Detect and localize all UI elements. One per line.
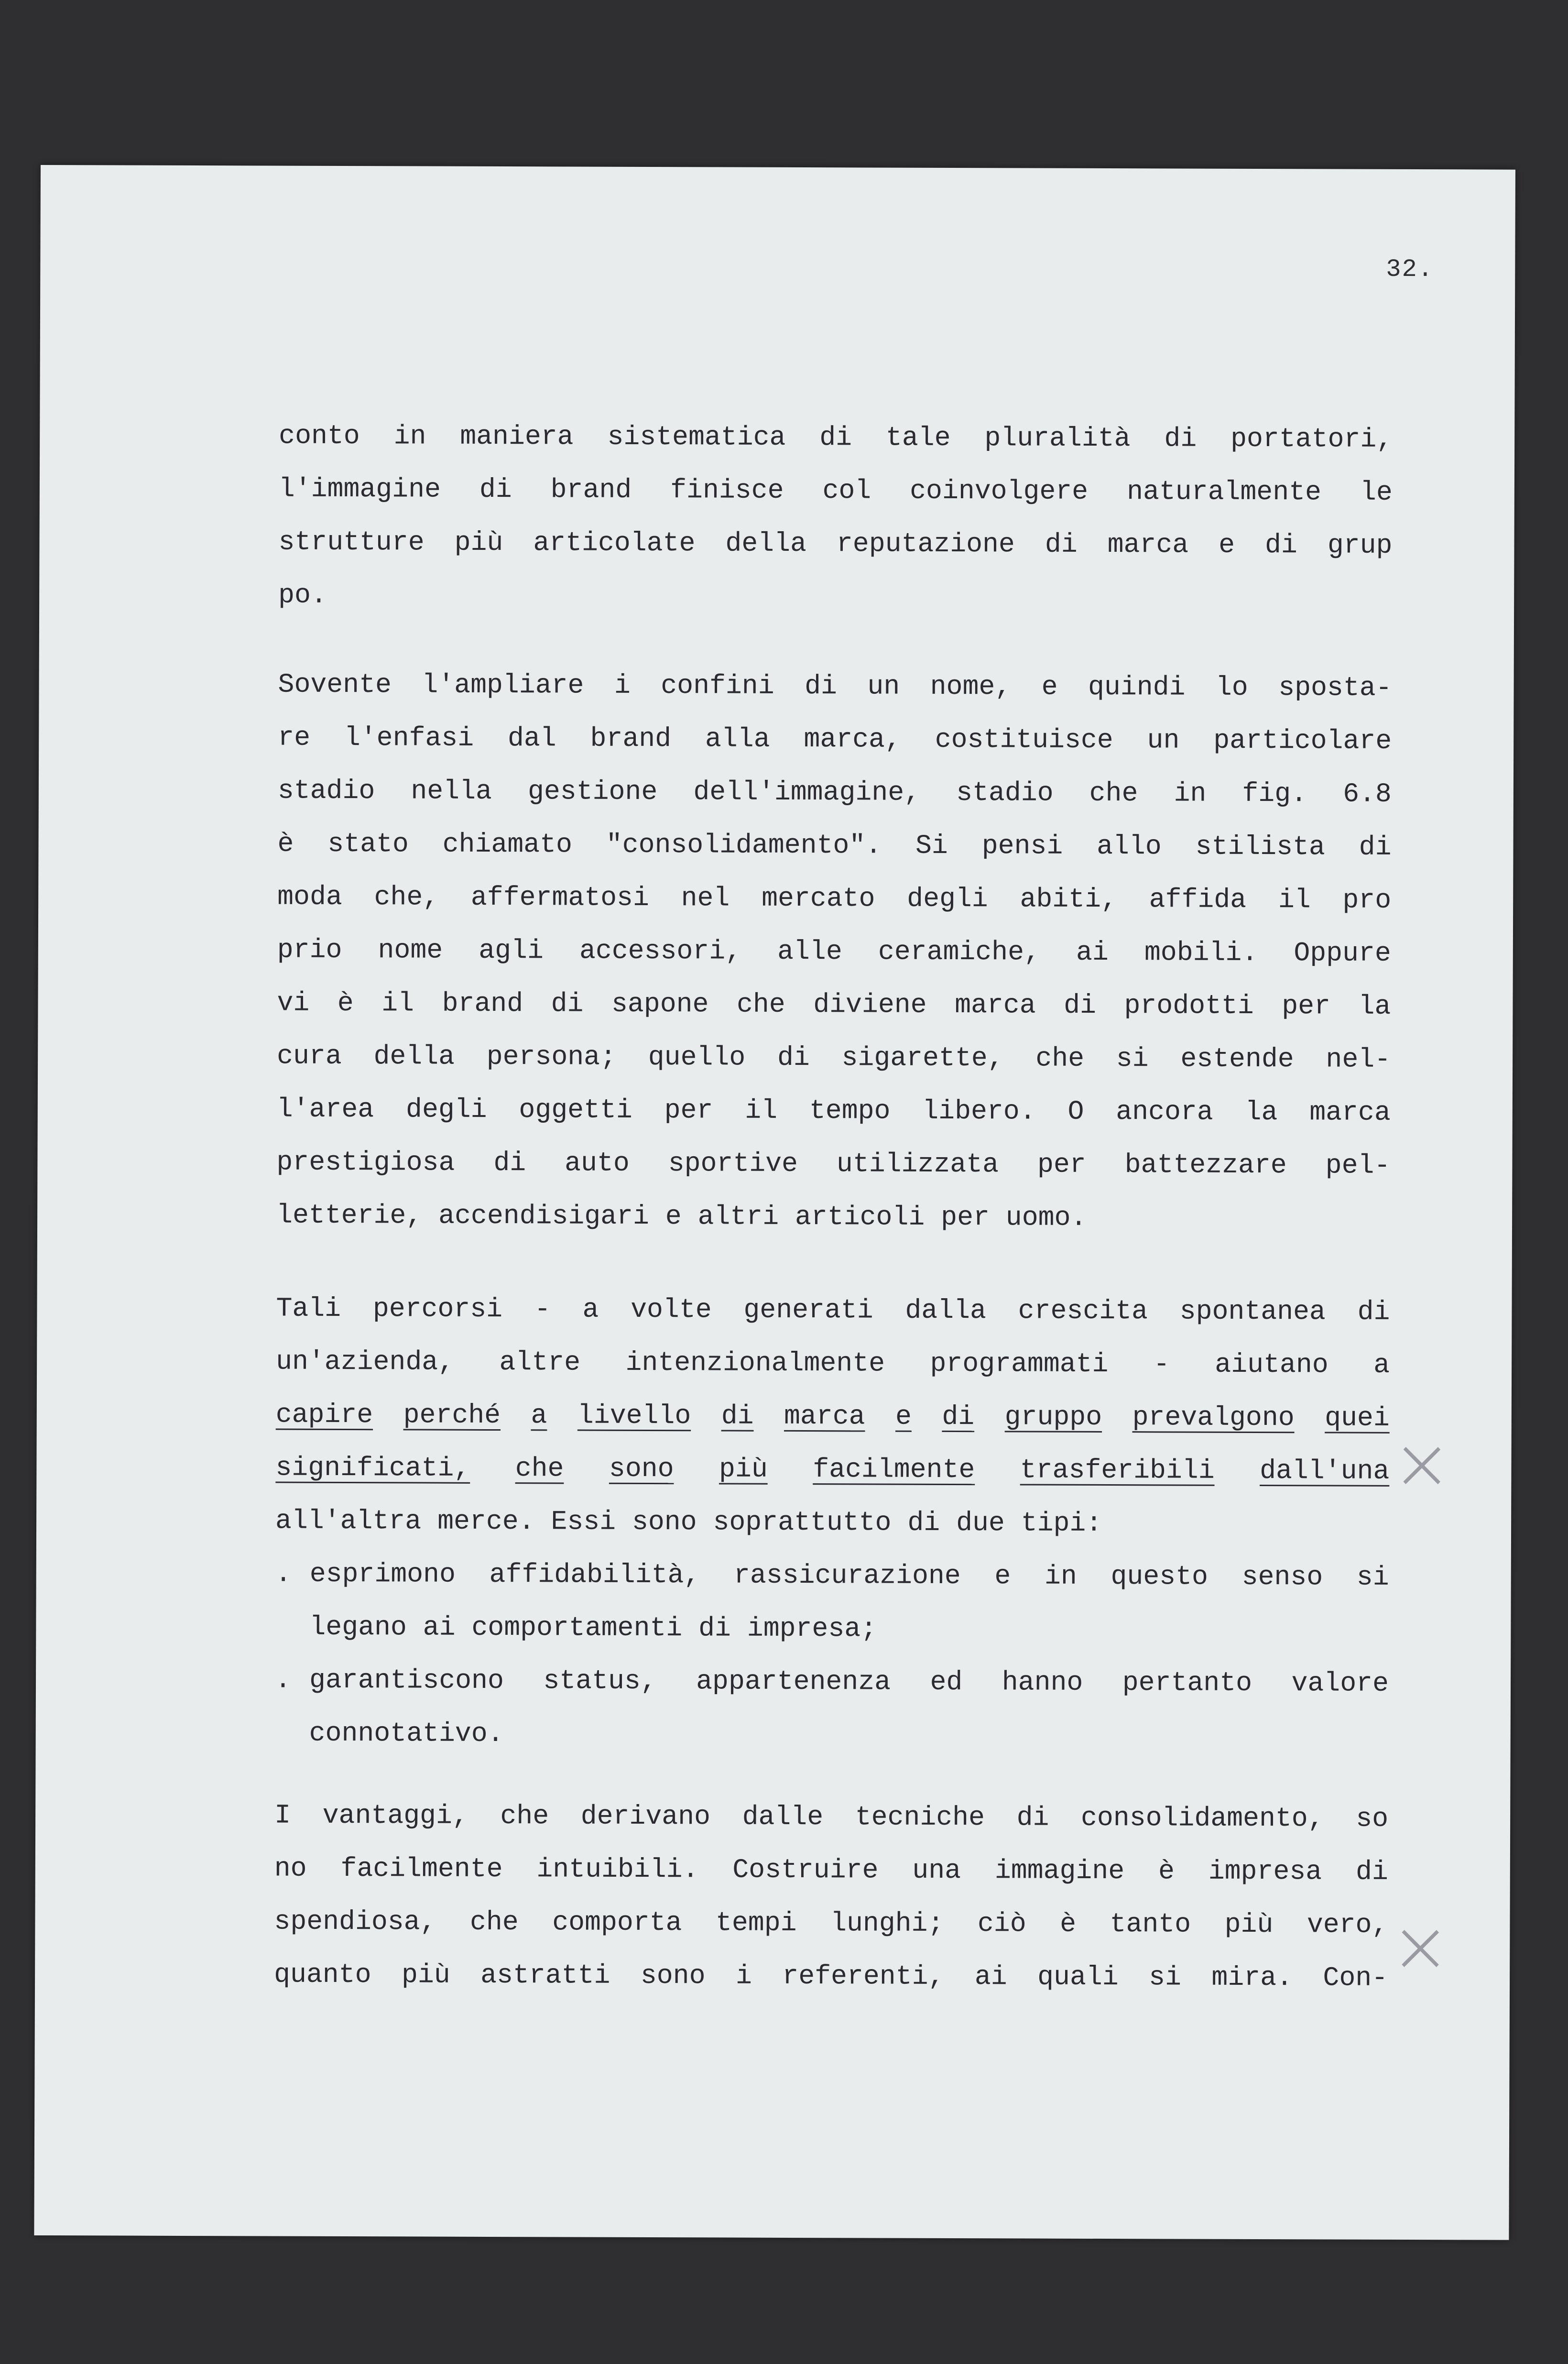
word: è (1060, 1908, 1077, 1939)
word: volte (631, 1294, 712, 1325)
word: stadio (277, 775, 375, 807)
word: brand (550, 474, 632, 505)
word: della (373, 1041, 455, 1072)
word: garantiscono (309, 1664, 504, 1696)
word: l'ampliare (422, 669, 584, 701)
list-item-continuation: connotativo. (309, 1718, 504, 1750)
word: ai (974, 1961, 1007, 1992)
word: agli (479, 935, 544, 966)
word: facilmente (340, 1853, 503, 1885)
word: i (735, 1960, 752, 1992)
word: in (1044, 1561, 1077, 1592)
word: livello (577, 1400, 691, 1432)
word: sportive (668, 1148, 798, 1179)
word: sapone (611, 988, 709, 1020)
word: sistematica (607, 421, 786, 453)
word: che, (374, 882, 439, 913)
word: prevalgono (1132, 1402, 1295, 1434)
word: di (721, 1401, 754, 1432)
word: intuibili. (536, 1854, 699, 1885)
word: grup (1327, 530, 1393, 561)
word: che (515, 1453, 564, 1484)
word: l'area (276, 1094, 374, 1125)
word: di (777, 1042, 810, 1073)
word: pensi (981, 831, 1063, 862)
word: pluralità (984, 423, 1131, 454)
word: più (719, 1454, 768, 1485)
text-line: all'altra merce. Essi sono soprattutto di due tipi: (275, 1505, 1102, 1539)
pencil-mark-icon: × (1392, 1422, 1452, 1506)
underlined-line (275, 1442, 1389, 1498)
word: quello (648, 1042, 746, 1073)
word: dalle (742, 1801, 824, 1833)
word: brand (590, 723, 672, 755)
word: ed (930, 1666, 963, 1698)
word: Oppure (1294, 938, 1391, 969)
word: astratti (480, 1959, 610, 1991)
word: di (1357, 1296, 1390, 1327)
bullet-marker: . (274, 1664, 292, 1696)
word: hanno (1002, 1667, 1083, 1698)
word: prodotti (1124, 990, 1254, 1021)
word: allo (1097, 831, 1162, 862)
word: intenzionalmente (625, 1347, 885, 1379)
word: altre (499, 1347, 581, 1378)
word: gestione (527, 776, 658, 808)
word: dal (507, 723, 556, 754)
paragraph-3 (275, 1282, 1390, 1763)
word: I (274, 1800, 291, 1831)
word: marca (1107, 529, 1189, 560)
word: programmati (930, 1348, 1109, 1380)
word: stilista (1195, 831, 1325, 863)
word: degli (907, 883, 988, 915)
word: vi (277, 987, 310, 1018)
word: sono (640, 1960, 706, 1992)
word: strutture (278, 526, 425, 558)
word: accessori, (579, 935, 742, 967)
word: i (614, 670, 631, 701)
word: trasferibili (1020, 1455, 1215, 1486)
word: mobili. (1144, 937, 1258, 969)
word: ceramiche, (878, 936, 1041, 968)
word: un'azienda, (276, 1346, 455, 1378)
word: Con- (1323, 1962, 1388, 1993)
document-page (34, 165, 1515, 2240)
word: si (1149, 1962, 1182, 1993)
word: pel- (1325, 1150, 1391, 1181)
word: abiti, (1020, 884, 1118, 915)
word: il (381, 988, 414, 1019)
word: affermatosi (470, 882, 650, 914)
word: marca (1309, 1097, 1391, 1128)
word: sigarette, (841, 1042, 1004, 1074)
text-line (274, 1789, 1388, 1846)
word: conto (279, 420, 360, 452)
word: generati (743, 1294, 873, 1326)
word: sono (609, 1453, 674, 1485)
word: di (1064, 990, 1097, 1021)
text-line: letterie, accendisigari e altri articoli per uomo. (276, 1200, 1087, 1233)
word: di (1164, 423, 1197, 454)
paragraph-4 (274, 1789, 1388, 2005)
word: mira. (1211, 1962, 1293, 1993)
word: moda (277, 881, 342, 912)
word: rassicurazione (733, 1560, 961, 1592)
word: tempo (809, 1095, 891, 1127)
word: l'immagine (278, 473, 441, 505)
word: che (736, 989, 785, 1020)
word: coinvolgere (910, 475, 1089, 507)
word: la (1245, 1096, 1278, 1128)
word: appartenenza (696, 1666, 891, 1697)
word: costituisce (935, 724, 1113, 756)
word: di (479, 474, 512, 505)
text-line (276, 1136, 1390, 1193)
word: referenti, (782, 1960, 945, 1992)
word: spendiosa, (274, 1906, 436, 1937)
word: nel- (1326, 1044, 1391, 1075)
word: cura (277, 1040, 342, 1072)
word: questo (1111, 1561, 1209, 1592)
word: brand (442, 988, 523, 1019)
word: portatori, (1230, 423, 1393, 455)
word: di (493, 1147, 526, 1179)
word: di (805, 671, 838, 702)
word: a (1373, 1349, 1390, 1380)
word: battezzare (1124, 1149, 1287, 1181)
word: un (1147, 725, 1180, 756)
word: marca (955, 990, 1036, 1021)
word: Sovente (278, 669, 392, 700)
word: impresa (1208, 1856, 1322, 1887)
word: consolidamento, (1080, 1802, 1324, 1834)
underlined-line (276, 1389, 1390, 1445)
word: so (1356, 1803, 1389, 1834)
word: si (1116, 1043, 1149, 1074)
word: l'enfasi (344, 722, 474, 754)
word: pro (1342, 885, 1392, 916)
word: gruppo (1004, 1401, 1102, 1433)
word: e (1219, 529, 1235, 560)
text-line (277, 1030, 1391, 1086)
word: per (1282, 991, 1331, 1022)
word: dell'immagine, (693, 777, 921, 808)
paragraph-2 (276, 658, 1392, 1246)
word: naturalmente (1127, 476, 1322, 508)
word: per (1037, 1149, 1086, 1180)
text-line (274, 1895, 1388, 1952)
word: a (531, 1400, 547, 1431)
text-line (274, 1948, 1388, 2005)
word: alla (705, 723, 770, 755)
word: stadio (956, 777, 1054, 809)
word: di (551, 988, 584, 1019)
word: vantaggi, (322, 1800, 468, 1831)
word: nel (681, 883, 730, 914)
word: che (1089, 777, 1138, 809)
word: perché (403, 1400, 501, 1431)
word: fig. (1242, 778, 1307, 810)
word: no (274, 1853, 307, 1884)
word: nome (378, 935, 443, 966)
word: di (942, 1401, 975, 1433)
word: vero, (1307, 1909, 1388, 1940)
paragraph-1 (278, 410, 1393, 625)
word: status, (543, 1665, 657, 1697)
word: è (277, 828, 294, 859)
word: che (469, 1906, 519, 1938)
text-line (274, 1842, 1388, 1899)
text-line (277, 871, 1391, 927)
word: particolare (1213, 725, 1392, 756)
text-line (279, 463, 1393, 519)
word: affida (1149, 884, 1247, 915)
word: ancora (1116, 1096, 1213, 1127)
word: ai (1076, 937, 1109, 968)
word: - (1153, 1349, 1170, 1380)
word: esprimono (309, 1558, 456, 1590)
word: pertanto (1122, 1667, 1252, 1698)
list-item-continuation: legano ai comportamenti di impresa; (309, 1611, 877, 1644)
text-line (278, 516, 1392, 572)
list-item (275, 1654, 1389, 1710)
word: di (1045, 529, 1078, 560)
word: significati, (275, 1452, 470, 1484)
word: stato (327, 828, 409, 860)
page-number: 32. (1386, 255, 1434, 284)
word: - (534, 1294, 551, 1325)
word: le (1360, 477, 1393, 508)
word: il (1278, 885, 1311, 916)
word: di (1355, 1856, 1388, 1887)
word: utilizzata (836, 1149, 999, 1180)
word: persona; (486, 1041, 617, 1073)
word: estende (1180, 1043, 1294, 1075)
word: tecniche (855, 1802, 985, 1833)
word: 6.8 (1343, 778, 1392, 810)
word: tempi (715, 1907, 797, 1938)
word: mercato (762, 883, 875, 914)
word: di (1359, 832, 1392, 863)
word: alle (777, 936, 842, 967)
word: re (278, 722, 311, 753)
text-line (277, 924, 1391, 980)
text-line: po. (278, 580, 327, 611)
word: tanto (1110, 1909, 1191, 1940)
word: dalla (905, 1295, 987, 1326)
list-item (275, 1548, 1389, 1604)
word: il (745, 1095, 778, 1126)
text-line (276, 1282, 1390, 1339)
word: articolate (533, 527, 696, 559)
word: e (994, 1561, 1011, 1592)
word: valore (1291, 1668, 1389, 1699)
word: confini (661, 670, 774, 701)
word: nome, (930, 671, 1012, 702)
word: diviene (813, 989, 927, 1020)
word: prio (277, 934, 342, 965)
word: più (454, 527, 503, 558)
text-line (276, 1335, 1390, 1392)
word: per (664, 1095, 713, 1126)
word: capire (275, 1399, 373, 1431)
word: in (393, 421, 426, 452)
word: degli (405, 1094, 487, 1125)
word: marca (784, 1401, 865, 1432)
word: che (500, 1801, 549, 1832)
text-line (278, 658, 1392, 715)
word: e (1041, 671, 1058, 702)
word: finisce (670, 475, 784, 506)
text-line (277, 818, 1391, 874)
text-line (278, 765, 1392, 821)
word: più (401, 1959, 450, 1991)
word: aiutano (1215, 1349, 1328, 1380)
word: la (1358, 991, 1391, 1022)
word: crescita (1018, 1295, 1148, 1327)
word: quanto (274, 1959, 371, 1991)
word: oggetti (519, 1094, 632, 1126)
word: immagine (994, 1855, 1125, 1887)
word: chiamato (442, 829, 573, 860)
word: dall'una (1260, 1456, 1390, 1487)
word: lo (1215, 672, 1248, 703)
pencil-mark-icon: × (1390, 1904, 1451, 1989)
word: senso (1241, 1561, 1323, 1593)
word: della (725, 528, 807, 559)
word: un (867, 671, 900, 702)
word: quali (1037, 1961, 1119, 1993)
word: nella (411, 776, 492, 807)
word: spontanea (1179, 1296, 1326, 1327)
word: di (819, 422, 852, 453)
bullet-marker: . (275, 1558, 292, 1589)
word: si (1356, 1562, 1389, 1593)
text-line (278, 711, 1392, 768)
word: è (337, 987, 354, 1019)
word: quei (1325, 1402, 1390, 1434)
word: ciò (977, 1908, 1026, 1939)
word: una (912, 1855, 961, 1886)
word: di (1016, 1802, 1049, 1833)
word: di (1264, 530, 1297, 561)
text-line (277, 977, 1391, 1033)
word: sposta- (1278, 672, 1392, 703)
text-line (277, 1083, 1391, 1139)
word: lunghi; (830, 1908, 944, 1939)
word: facilmente (813, 1454, 975, 1486)
word: più (1224, 1909, 1274, 1940)
word: auto (565, 1148, 630, 1179)
word: derivano (580, 1801, 711, 1832)
word: Si (915, 830, 948, 861)
word: che (1035, 1043, 1085, 1074)
word: tale (885, 422, 951, 453)
text-line (279, 410, 1393, 466)
word: col (822, 475, 871, 506)
word: marca, (804, 724, 902, 755)
word: è (1158, 1856, 1175, 1887)
word: libero. (922, 1095, 1036, 1127)
word: reputazione (836, 528, 1015, 560)
word: e (895, 1401, 912, 1432)
word: maniera (460, 421, 574, 452)
word: prestigiosa (276, 1147, 455, 1178)
word: "consolidamento". (606, 829, 882, 861)
word: a (582, 1294, 599, 1325)
word: O (1067, 1096, 1084, 1127)
word: in (1174, 778, 1207, 809)
word: affidabilità, (489, 1559, 700, 1591)
word: Tali (276, 1293, 341, 1324)
word: quindi (1088, 671, 1186, 703)
word: Costruire (732, 1854, 879, 1886)
word: percorsi (372, 1293, 503, 1325)
word: comporta (552, 1907, 682, 1938)
